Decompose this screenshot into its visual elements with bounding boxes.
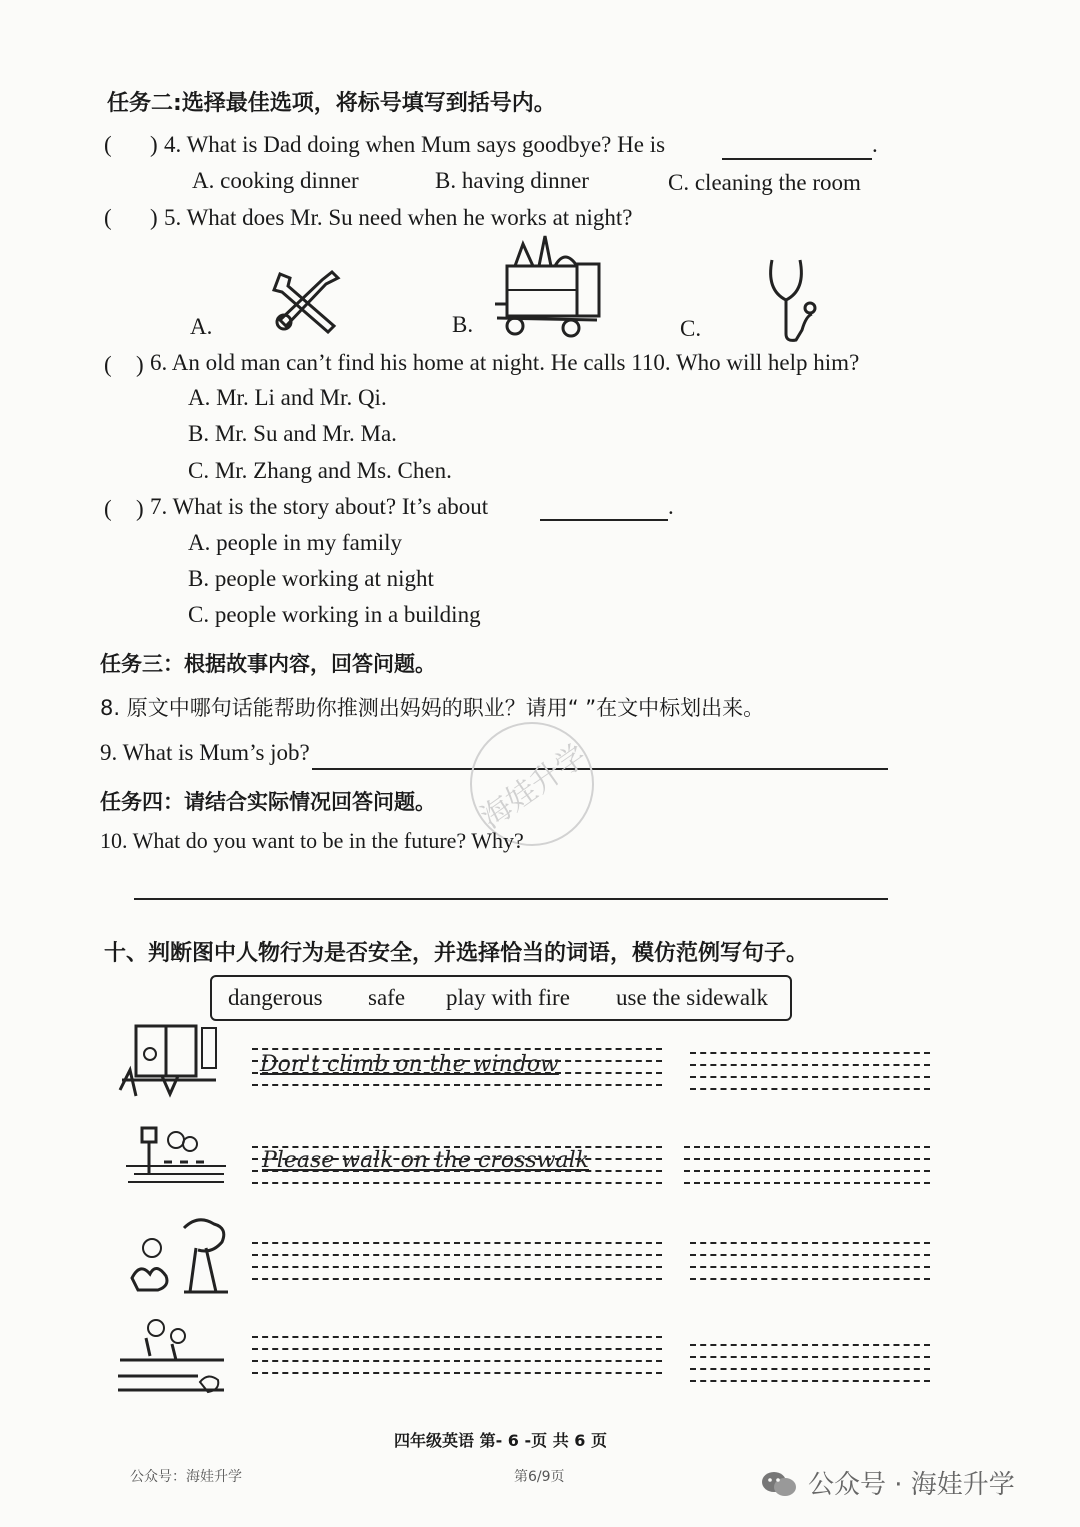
crosswalk-icon [124, 1122, 228, 1196]
q7-option-a: A. people in my family [188, 530, 402, 555]
stethoscope-icon [764, 256, 818, 344]
window-climbing-icon [116, 1024, 220, 1104]
wechat-icon [760, 1470, 798, 1498]
q6-text: 6. An old man can’t find his home at night. He calls 110. Who will help him? [150, 350, 860, 375]
q4-text: 4. What is Dad doing when Mum says goodbye? He is [164, 132, 666, 157]
q6-option-b: B. Mr. Su and Mr. Ma. [188, 421, 397, 446]
q4-option-b: B. having dinner [435, 168, 589, 193]
task4-heading: 任务四：请结合实际情况回答问题。 [100, 790, 436, 814]
q7-answer-blank[interactable] [540, 519, 668, 521]
street-play-icon [116, 1316, 228, 1400]
q8-text: 8. 原文中哪句话能帮助你推测出妈妈的职业？请用“ ”在文中标划出来。 [100, 696, 765, 720]
q5-option-c: C. [680, 316, 702, 341]
writing-lines-row4-word[interactable] [690, 1344, 930, 1392]
q5-paren-close: ) [150, 205, 158, 230]
wrench-screwdriver-icon [272, 268, 342, 334]
writing-lines-row3-sentence[interactable] [252, 1242, 662, 1290]
task2-heading: 任务二:选择最佳选项，将标号填写到括号内。 [107, 91, 556, 116]
q10-text: 10. What do you want to be in the future? Why? [100, 828, 524, 853]
q4-option-a: A. cooking dinner [192, 168, 359, 193]
word-play-with-fire: play with fire [446, 985, 570, 1010]
q5-option-b: B. [452, 312, 474, 337]
q7-end: . [668, 494, 674, 519]
task3-heading: 任务三：根据故事内容，回答问题。 [100, 652, 436, 676]
q6-option-c: C. Mr. Zhang and Ms. Chen. [188, 458, 452, 483]
q5-text: 5. What does Mr. Su need when he works at night? [164, 205, 633, 230]
q10-answer-line[interactable] [134, 898, 888, 900]
handwriting-row1: Don't climb on the window [260, 1052, 559, 1077]
q5-paren-open: ( [104, 205, 112, 230]
q4-paren-open: ( [104, 132, 112, 157]
section10-heading: 十、判断图中人物行为是否安全，并选择恰当的词语，模仿范例写句子。 [104, 941, 809, 966]
cleaning-cart-icon [493, 234, 605, 338]
writing-lines-row1-word[interactable] [690, 1052, 930, 1100]
q4-paren-close: ) [150, 132, 158, 157]
q4-answer-blank[interactable] [722, 158, 872, 160]
footer-page-count: 第6/9页 [514, 1469, 565, 1485]
writing-lines-row3-word[interactable] [690, 1242, 930, 1290]
handwriting-row2: Please walk on the crosswalk [262, 1148, 589, 1173]
word-dangerous: dangerous [228, 985, 323, 1010]
word-use-the-sidewalk: use the sidewalk [616, 985, 769, 1010]
q7-option-b: B. people working at night [188, 566, 434, 591]
q9-text: 9. What is Mum’s job? [100, 740, 310, 765]
tree-fire-icon [124, 1218, 234, 1298]
q7-option-c: C. people working in a building [188, 602, 481, 627]
q6-paren-close: ) [136, 352, 144, 377]
q6-option-a: A. Mr. Li and Mr. Qi. [188, 385, 387, 410]
q6-paren-open: ( [104, 352, 112, 377]
q5-option-a: A. [190, 314, 213, 339]
watermark-stamp: 海娃升学 [446, 698, 619, 871]
q7-text: 7. What is the story about? It’s about [150, 494, 489, 519]
writing-lines-row2-word[interactable] [684, 1146, 930, 1194]
q4-end: . [872, 132, 878, 157]
q4-option-c: C. cleaning the room [668, 170, 861, 195]
footer-right-account: 公众号 · 海娃升学 [808, 1470, 1015, 1500]
word-bank-box [210, 975, 792, 1021]
q7-paren-open: ( [104, 496, 112, 521]
word-safe: safe [368, 985, 406, 1010]
q9-answer-line[interactable] [312, 768, 888, 770]
q7-paren-close: ) [136, 496, 144, 521]
page-number-label: 四年级英语 第- 6 -页 共 6 页 [394, 1431, 607, 1450]
writing-lines-row4-sentence[interactable] [252, 1336, 662, 1384]
footer-left-account: 公众号：海娃升学 [130, 1469, 242, 1485]
